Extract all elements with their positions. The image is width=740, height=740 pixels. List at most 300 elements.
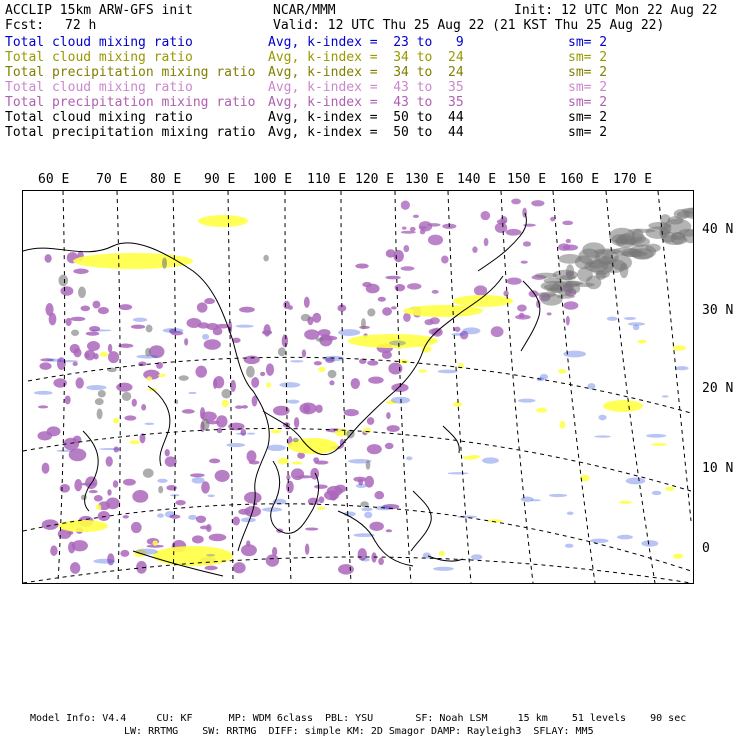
mid-cloud-cell: [100, 352, 108, 357]
low-cloud-streak: [135, 549, 158, 555]
mid-cloud-cell: [222, 400, 229, 407]
low-cloud-streak: [594, 435, 611, 437]
longitude-label: 80 E: [150, 172, 182, 187]
high-cloud-cell: [71, 330, 79, 336]
mid-cloud-cell: [638, 340, 647, 344]
longitude-label: 160 E: [560, 172, 600, 187]
precip-cell: [73, 362, 78, 366]
legend-field: Total cloud mixing ratio: [5, 35, 193, 50]
legend-sm: sm= 2: [568, 65, 608, 80]
high-cloud-cell: [361, 318, 366, 329]
precip-cell: [262, 330, 272, 335]
low-cloud-streak: [438, 370, 458, 374]
precip-cell: [424, 319, 433, 325]
precip-cell: [72, 540, 88, 551]
mid-cloud-cell: [130, 440, 140, 444]
mid-cloud-cell: [158, 374, 166, 377]
high-cloud-cell: [201, 419, 209, 431]
valid-time: Valid: 12 UTC Thu 25 Aug 22 (21 KST Thu 25 Aug 22): [273, 18, 665, 33]
low-cloud-streak: [662, 395, 669, 397]
high-cloud-cell: [619, 232, 646, 245]
mid-cloud-cell: [153, 540, 158, 546]
precip-cell: [141, 404, 146, 411]
low-cloud-streak: [90, 329, 111, 331]
longitude-label: 120 E: [355, 172, 395, 187]
precip-cell: [369, 522, 383, 531]
precip-cell: [204, 339, 221, 350]
low-cloud-streak: [457, 516, 477, 519]
precip-cell: [37, 431, 52, 440]
precip-cell: [441, 256, 449, 264]
high-cloud-cell: [596, 270, 610, 278]
precip-cell: [98, 307, 109, 314]
precip-cell: [395, 284, 406, 291]
legend-sm: sm= 2: [568, 80, 608, 95]
precip-cell: [312, 313, 321, 323]
low-cloud-streak: [279, 382, 300, 387]
precip-cell: [120, 550, 129, 557]
mid-cloud-cell: [147, 376, 152, 381]
precip-cell: [562, 221, 573, 225]
longitude-label: 140 E: [457, 172, 497, 187]
latitude-label: 10 N: [702, 461, 734, 476]
precip-cell: [192, 535, 204, 543]
low-cloud-streak: [448, 472, 469, 474]
precip-cell: [246, 450, 256, 462]
precip-cell: [235, 405, 243, 408]
precip-cell: [386, 529, 392, 532]
legend-sm: sm= 2: [568, 50, 608, 65]
longitude-label: 130 E: [405, 172, 445, 187]
low-cloud-streak: [588, 383, 596, 389]
precip-cell: [517, 305, 527, 312]
mid-cloud-cell: [536, 408, 547, 413]
high-cloud-cell: [612, 248, 640, 256]
precip-cell: [204, 566, 217, 571]
precip-cell: [209, 459, 220, 464]
precip-cell: [197, 302, 208, 312]
low-cloud-streak: [206, 554, 215, 556]
precip-cell: [124, 415, 136, 420]
precip-cell: [304, 297, 310, 308]
mid-cloud-cell: [271, 429, 282, 433]
high-cloud-cell: [263, 255, 268, 262]
precip-cell: [454, 327, 460, 332]
precip-cell: [367, 417, 374, 425]
mid-cloud-cell: [559, 421, 565, 429]
precip-cell: [45, 254, 52, 263]
low-cloud-streak: [356, 484, 367, 488]
precip-cell: [204, 298, 215, 304]
precip-cell: [195, 366, 207, 378]
organization-label: NCAR/MMM: [273, 3, 336, 18]
precip-cell: [213, 327, 223, 335]
low-cloud-streak: [361, 558, 370, 561]
low-cloud-streak: [652, 491, 662, 495]
precip-cell: [66, 318, 72, 326]
precip-cell: [108, 344, 112, 353]
legend-sm: sm= 2: [568, 110, 608, 125]
longitude-label: 110 E: [307, 172, 347, 187]
longitude-label: 150 E: [507, 172, 547, 187]
low-cloud-streak: [617, 535, 633, 540]
high-cloud-cell: [146, 325, 153, 333]
precip-cell: [184, 338, 188, 346]
latitude-label: 30 N: [702, 303, 734, 318]
precip-cell: [503, 291, 508, 297]
high-cloud-cell: [366, 460, 371, 470]
precip-cell: [241, 544, 257, 556]
high-cloud-cell: [278, 347, 286, 356]
mid-cloud-cell: [266, 383, 271, 388]
precip-cell: [118, 344, 133, 348]
low-cloud-streak: [235, 325, 253, 328]
precip-cell: [484, 238, 489, 246]
high-cloud-cell: [158, 486, 163, 494]
low-cloud-streak: [549, 494, 567, 497]
mid-cloud-band: [58, 520, 108, 532]
precip-cell: [305, 543, 309, 554]
precip-cell: [131, 522, 142, 533]
precip-cell: [497, 219, 507, 224]
precip-cell: [523, 241, 531, 246]
precip-cell: [291, 468, 304, 480]
precip-cell: [374, 491, 384, 499]
precip-cell: [299, 403, 316, 415]
low-cloud-streak: [338, 329, 360, 336]
longitude-label: 60 E: [38, 172, 70, 187]
precip-cell: [428, 235, 443, 246]
precip-cell: [506, 229, 522, 236]
precip-cell: [244, 492, 262, 504]
mid-cloud-cell: [291, 461, 302, 464]
precip-cell: [272, 547, 277, 556]
precip-cell: [531, 200, 544, 206]
legend-sm: sm= 2: [568, 125, 608, 140]
precip-cell: [511, 198, 521, 204]
precip-cell: [200, 411, 216, 421]
precip-cell: [81, 306, 91, 312]
precip-cell: [53, 378, 67, 387]
precip-cell: [49, 313, 57, 326]
precip-cell: [119, 304, 132, 310]
model-info-line1: Model Info: V4.4 CU: KF MP: WDM 6class PBL: YSU SF: Noah LSM 15 km 51 levels 90 sec: [30, 713, 687, 724]
precip-cell: [239, 307, 255, 313]
precip-cell: [196, 516, 206, 523]
precip-cell: [60, 484, 70, 493]
map-title: ACCLIP 15km ARW-GFS init: [5, 3, 193, 18]
high-cloud-cell: [541, 281, 569, 291]
precip-cell: [175, 500, 185, 505]
longitude-label: 100 E: [253, 172, 293, 187]
legend-avg: Avg, k-index = 34 to 24: [268, 50, 464, 65]
precip-cell: [294, 417, 299, 428]
low-cloud-streak: [99, 448, 122, 450]
longitude-label: 70 E: [96, 172, 128, 187]
precip-cell: [401, 231, 416, 234]
mid-cloud-band: [603, 400, 643, 412]
model-info-line2: LW: RRTMG SW: RRTMG DIFF: simple KM: 2D Smagor DAMP: Rayleigh3 SFLAY: MM5: [124, 726, 594, 737]
legend-field: Total precipitation mixing ratio: [5, 95, 256, 110]
mid-cloud-cell: [439, 550, 445, 556]
legend-avg: Avg, k-index = 34 to 24: [268, 65, 464, 80]
high-cloud-cell: [367, 308, 375, 316]
precip-cell: [282, 334, 288, 347]
low-cloud-streak: [433, 567, 454, 571]
low-cloud-streak: [288, 400, 300, 404]
legend-field: Total precipitation mixing ratio: [5, 125, 256, 140]
mid-cloud-cell: [316, 507, 325, 510]
high-cloud-cell: [560, 275, 576, 280]
precip-cell: [70, 562, 80, 574]
precip-cell: [329, 380, 334, 385]
init-time: Init: 12 UTC Mon 22 Aug 22: [514, 3, 718, 18]
precip-cell: [563, 245, 578, 251]
precip-cell: [330, 493, 337, 501]
precip-cell: [366, 284, 380, 294]
legend-field: Total cloud mixing ratio: [5, 50, 193, 65]
latitude-label: 40 N: [702, 222, 734, 237]
precip-cell: [215, 470, 230, 482]
precip-cell: [98, 511, 110, 521]
precip-cell: [60, 286, 73, 296]
precip-cell: [50, 545, 57, 556]
precip-cell: [93, 301, 101, 309]
low-cloud-streak: [626, 477, 646, 484]
low-cloud-streak: [406, 456, 412, 460]
low-cloud-streak: [236, 433, 246, 435]
low-cloud-streak: [165, 511, 175, 517]
mid-cloud-cell: [672, 345, 686, 350]
high-cloud-cell: [558, 254, 581, 264]
precip-cell: [217, 428, 223, 433]
mid-cloud-cell: [558, 369, 566, 374]
high-cloud-cell: [179, 375, 189, 381]
low-cloud-streak: [56, 450, 73, 452]
precip-cell: [89, 490, 98, 493]
precip-cell: [302, 349, 306, 357]
low-cloud-streak: [188, 392, 196, 394]
high-cloud-cell: [660, 214, 670, 224]
precip-cell: [407, 283, 421, 289]
precip-cell: [107, 489, 111, 495]
low-cloud-streak: [290, 360, 303, 362]
precip-cell: [368, 377, 384, 384]
low-cloud-streak: [361, 507, 372, 511]
precip-cell: [131, 325, 145, 329]
fcst-value: 72 h: [65, 18, 97, 33]
low-cloud-streak: [226, 443, 245, 447]
mid-cloud-cell: [96, 504, 101, 510]
precip-cell: [187, 318, 202, 328]
precip-cell: [266, 363, 274, 375]
precip-cell: [402, 226, 406, 229]
precip-cell: [106, 498, 120, 510]
precip-cell: [260, 372, 265, 376]
low-cloud-streak: [247, 433, 255, 435]
precip-cell: [393, 250, 403, 262]
high-cloud-cell: [97, 408, 103, 419]
precip-cell: [351, 378, 360, 389]
precip-cell: [206, 524, 211, 532]
precip-cell: [410, 227, 416, 231]
precip-cell: [413, 215, 419, 218]
precip-cell: [507, 277, 522, 284]
high-cloud-cell: [316, 338, 324, 342]
map-panel: [22, 190, 694, 584]
mid-cloud-cell: [468, 455, 479, 458]
precip-cell: [382, 307, 392, 316]
precip-cell: [481, 211, 491, 220]
precip-cell: [73, 348, 81, 357]
precip-cell: [474, 285, 487, 295]
precip-cell: [378, 297, 386, 302]
precip-cell: [70, 317, 85, 321]
mid-cloud-cell: [113, 418, 119, 424]
precip-cell: [566, 239, 571, 243]
precip-cell: [420, 229, 425, 234]
low-cloud-streak: [482, 457, 499, 463]
low-cloud-streak: [607, 317, 618, 321]
precip-cell: [318, 496, 324, 503]
high-cloud-cell: [162, 257, 167, 268]
low-cloud-streak: [267, 445, 286, 451]
mid-cloud-cell: [418, 369, 427, 373]
legend-sm: sm= 2: [568, 95, 608, 110]
precip-cell: [73, 269, 88, 274]
low-cloud-streak: [518, 399, 536, 403]
precip-cell: [86, 332, 100, 336]
low-cloud-streak: [471, 554, 482, 560]
precip-cell: [113, 480, 118, 488]
low-cloud-streak: [521, 497, 534, 502]
precip-cell: [344, 409, 359, 416]
precip-cell: [566, 316, 570, 326]
legend-sm: sm= 2: [568, 35, 608, 50]
high-cloud-cell: [58, 275, 68, 287]
mid-cloud-cell: [619, 501, 632, 504]
precip-cell: [201, 481, 210, 493]
low-cloud-streak: [567, 511, 574, 515]
precip-cell: [403, 245, 409, 252]
precip-cell: [295, 475, 313, 478]
precip-cell: [353, 477, 366, 482]
precip-cell: [547, 312, 552, 315]
precip-cell: [123, 479, 136, 486]
high-cloud-cell: [98, 390, 106, 397]
precip-cell: [42, 463, 50, 474]
precip-cell: [288, 305, 293, 310]
mid-cloud-cell: [665, 487, 675, 491]
precip-cell: [39, 362, 51, 369]
legend-avg: Avg, k-index = 50 to 44: [268, 110, 464, 125]
legend-field: Total precipitation mixing ratio: [5, 65, 256, 80]
low-cloud-streak: [34, 391, 53, 395]
low-cloud-streak: [389, 340, 406, 345]
high-cloud-cell: [557, 295, 575, 299]
precip-cell: [123, 515, 129, 518]
low-cloud-streak: [157, 513, 164, 517]
precip-cell: [106, 456, 113, 466]
low-cloud-streak: [451, 333, 465, 336]
precip-cell: [314, 361, 322, 365]
low-cloud-streak: [565, 544, 574, 548]
low-cloud-streak: [202, 334, 209, 340]
precip-cell: [240, 429, 246, 436]
high-cloud-cell: [78, 287, 86, 298]
latitude-label: 20 N: [702, 381, 734, 396]
precip-cell: [209, 534, 227, 542]
high-cloud-cell: [246, 366, 255, 378]
longitude-label: 90 E: [204, 172, 236, 187]
mid-cloud-cell: [651, 443, 667, 446]
precip-cell: [355, 264, 368, 269]
low-cloud-streak: [133, 318, 148, 322]
precip-cell: [385, 276, 401, 280]
precip-cell: [563, 301, 578, 310]
precip-cell: [367, 444, 382, 454]
precip-cell: [244, 355, 260, 364]
precip-cell: [388, 362, 402, 374]
precip-cell: [519, 313, 524, 318]
low-cloud-streak: [208, 495, 215, 498]
low-cloud-streak: [462, 327, 480, 334]
forecast-map: [23, 191, 693, 583]
high-cloud-cell: [122, 392, 131, 401]
precip-cell: [314, 484, 328, 488]
precip-cell: [232, 517, 240, 526]
precip-cell: [286, 481, 294, 494]
precip-cell: [385, 443, 394, 449]
high-cloud-cell: [81, 494, 87, 500]
high-cloud-cell: [143, 468, 154, 478]
precip-cell: [190, 473, 205, 477]
mid-cloud-cell: [363, 427, 371, 433]
precip-cell: [521, 261, 528, 264]
high-cloud-cell: [565, 281, 583, 286]
low-cloud-streak: [86, 385, 106, 390]
legend-avg: Avg, k-index = 50 to 44: [268, 125, 464, 140]
fcst-label: Fcst:: [5, 18, 45, 33]
low-cloud-streak: [93, 559, 115, 564]
legend-avg: Avg, k-index = 23 to 9: [268, 35, 464, 50]
mid-cloud-cell: [318, 367, 325, 372]
low-cloud-streak: [364, 512, 372, 519]
legend-avg: Avg, k-index = 43 to 35: [268, 80, 464, 95]
mid-cloud-cell: [673, 553, 683, 559]
precip-cell: [84, 350, 95, 361]
precip-cell: [401, 266, 415, 271]
precip-cell: [472, 246, 477, 253]
low-cloud-streak: [675, 366, 688, 370]
precip-cell: [165, 449, 170, 456]
precip-cell: [266, 554, 279, 566]
precip-cell: [74, 479, 82, 491]
mid-cloud-band: [403, 305, 483, 317]
precip-cell: [401, 201, 410, 210]
mid-cloud-cell: [319, 444, 328, 446]
precip-cell: [87, 341, 100, 351]
precip-cell: [76, 377, 84, 388]
precip-cell: [338, 564, 354, 575]
low-cloud-streak: [144, 423, 154, 425]
high-cloud-cell: [95, 398, 104, 405]
longitude-label: 170 E: [613, 172, 653, 187]
precip-cell: [94, 495, 103, 502]
low-cloud-streak: [590, 539, 609, 543]
high-cloud-cell: [293, 438, 299, 443]
high-cloud-cell: [577, 267, 593, 282]
